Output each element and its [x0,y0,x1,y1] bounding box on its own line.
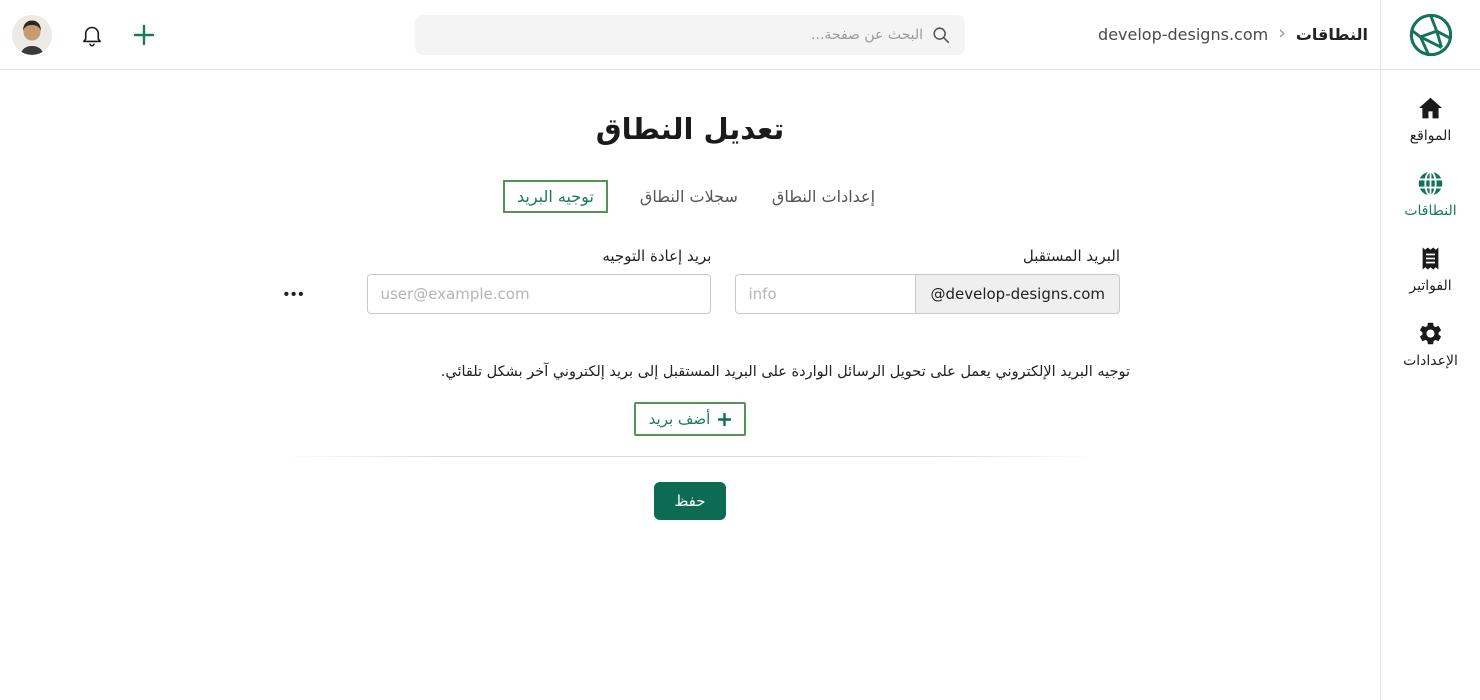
forward-label: بريد إعادة التوجيه [602,247,712,265]
search-input[interactable] [429,27,923,43]
tab-domain-records[interactable]: سجلات النطاق [638,181,740,212]
sidebar-item-label: النطاقات [1404,203,1457,219]
bell-icon [80,23,104,47]
sidebar-item-settings[interactable] [1403,320,1458,369]
topbar [0,0,1380,70]
plus-icon [718,413,731,426]
tab-mail-forwarding[interactable]: توجيه البريد [503,180,608,213]
logo-area [1381,0,1480,70]
sidebar-item-label: المواقع [1409,128,1452,144]
add-new-button[interactable] [132,23,156,47]
domain-addon: @develop-designs.com [915,274,1120,314]
page-content [0,70,1380,700]
sidebar-nav [1403,95,1458,369]
chevron-left-icon: ‹ [1278,21,1286,44]
forwarding-help-text: توجيه البريد الإلكتروني يعمل على تحويل الرسائل الواردة على البريد المستقبل إلى بريد إلكتروني آخر بشكل تلقائي. [440,364,1130,380]
home-icon [1417,95,1444,122]
tab-bar [0,180,1380,213]
sidebar-item-label: الإعدادات [1403,353,1458,369]
mail-forwarding-row [260,247,1120,314]
gear-icon [1417,320,1444,347]
breadcrumb-section[interactable]: النطاقات [1295,25,1368,44]
globe-icon [1417,170,1444,197]
add-mail-button-label: أضف بريد [648,410,711,428]
search-box[interactable] [415,15,965,55]
recipient-field [735,247,1120,314]
forward-input[interactable] [367,274,711,314]
forward-field [367,247,711,314]
sidebar [1380,0,1480,700]
breadcrumb-domain: develop-designs.com [1098,25,1269,44]
user-avatar[interactable] [12,15,52,55]
breadcrumb [1098,21,1368,46]
sidebar-item-invoices[interactable] [1409,245,1451,294]
sidebar-item-sites[interactable] [1410,95,1452,144]
recipient-label: البريد المستقبل [1022,247,1120,265]
add-mail-button[interactable] [634,402,747,436]
row-options-ellipsis-icon[interactable]: ••• [283,286,306,303]
save-button[interactable]: حفظ [654,482,726,520]
notifications-button[interactable] [80,23,104,47]
recipient-input[interactable] [735,274,915,314]
page-title: تعديل النطاق [595,112,785,146]
sidebar-item-domains[interactable] [1404,170,1456,219]
tab-domain-settings[interactable]: إعدادات النطاق [770,181,877,212]
topbar-left-group [12,15,156,55]
recipient-input-group [735,274,1120,314]
avatar-image [12,15,52,55]
plus-icon [132,23,156,47]
invoice-icon [1417,245,1444,272]
sidebar-item-label: الفواتير [1409,278,1452,294]
search-icon [931,25,951,45]
brand-logo-icon[interactable] [1408,12,1454,58]
